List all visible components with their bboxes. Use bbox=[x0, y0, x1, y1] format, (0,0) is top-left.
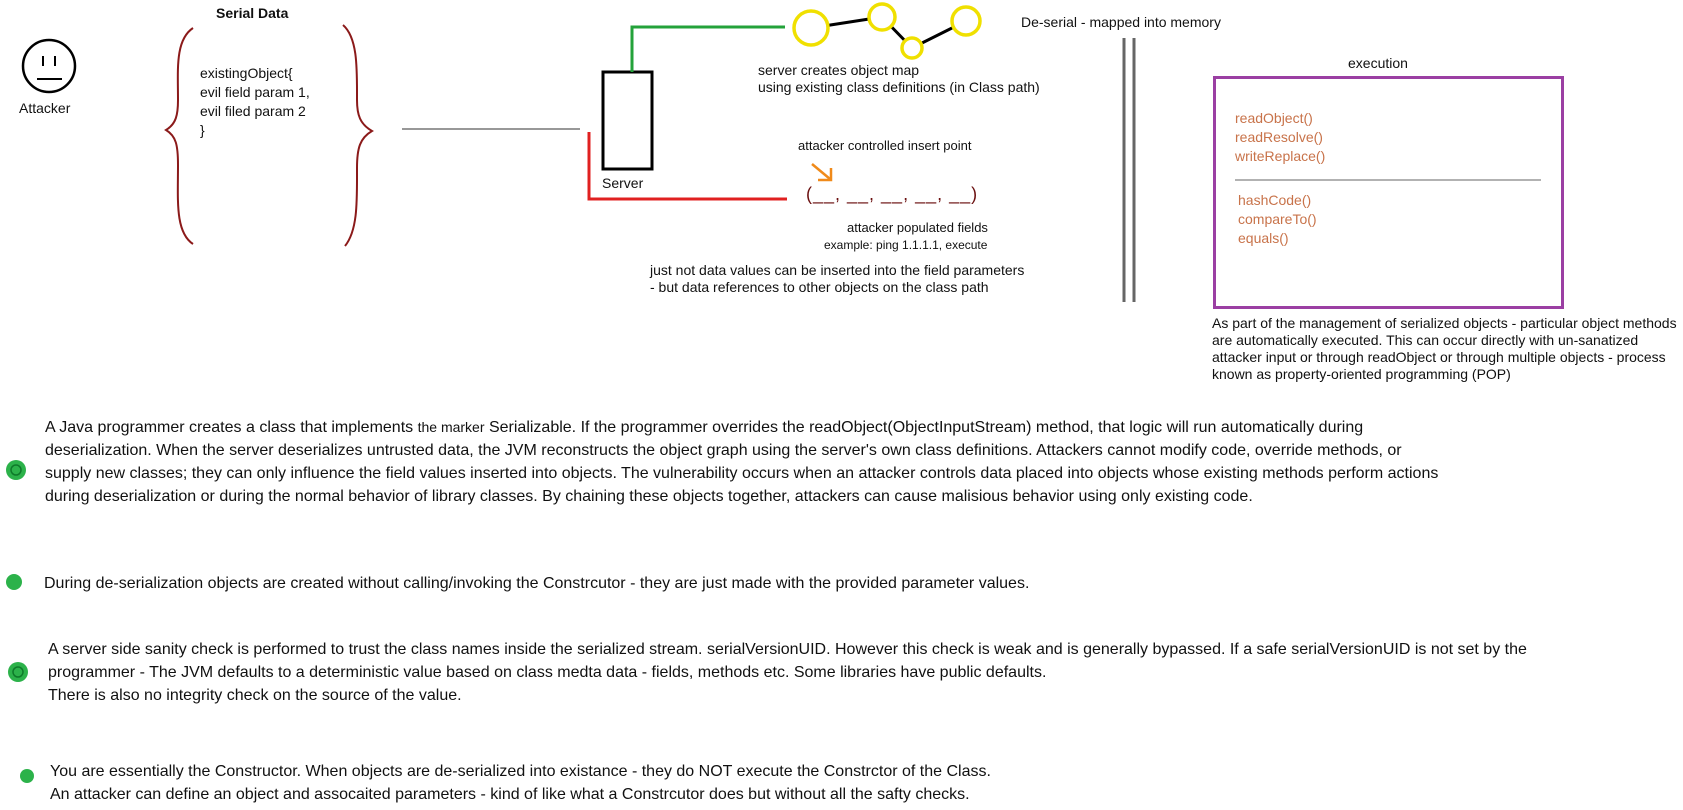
object-map-graph-icon bbox=[794, 4, 980, 58]
serial-line: evil filed param 2 bbox=[200, 103, 306, 119]
paragraph-4-line2: An attacker can define an object and assocaited parameters - kind of like what a Constrcutor does but without all the safty checks. bbox=[50, 786, 970, 803]
insert-point-label: attacker controlled insert point bbox=[798, 138, 972, 153]
attacker-face-icon bbox=[23, 40, 75, 92]
methods-bottom bbox=[1238, 191, 1317, 248]
serial-line: evil field param 1, bbox=[200, 84, 310, 100]
server-label: Server bbox=[602, 175, 644, 191]
attacker-label: Attacker bbox=[19, 100, 71, 116]
serial-data-title: Serial Data bbox=[216, 5, 289, 21]
populated-label: attacker populated fields bbox=[847, 220, 988, 235]
method-item: readResolve() bbox=[1235, 129, 1323, 145]
paragraph-3-text: A server side sanity check is performed to trust the class names inside the serialized stream. serialVersionUID. However this check is weak and is generally bypassed. If a safe serialVersionUID is not set by the programmer - The JVM defaults to a deterministic value based on class medta data - fields, methods etc. Some libraries have public defaults. bbox=[48, 641, 1527, 681]
populated-example: example: ping 1.1.1.1, execute bbox=[824, 238, 988, 252]
paragraph-2 bbox=[44, 572, 1464, 595]
data-refs-note: just not data values can be inserted into the field parameters - but data references to other objects on the class path bbox=[650, 262, 1025, 296]
serial-line: existingObject{ bbox=[200, 65, 293, 81]
orange-arrow-icon bbox=[812, 164, 831, 180]
paragraph-3 bbox=[48, 638, 1548, 707]
object-map-caption-line: using existing class definitions (in Class path) bbox=[758, 79, 1040, 96]
bullet-icon bbox=[20, 769, 34, 783]
deserial-label: De-serial - mapped into memory bbox=[1021, 14, 1221, 30]
left-brace bbox=[166, 28, 193, 244]
bullet-icon bbox=[6, 460, 26, 480]
paragraph-3-line2: There is also no integrity check on the source of the value. bbox=[48, 687, 462, 704]
method-item: writeReplace() bbox=[1235, 148, 1326, 164]
method-item: readObject() bbox=[1235, 110, 1313, 126]
object-map-caption-line: server creates object map bbox=[758, 62, 920, 78]
methods-top bbox=[1235, 109, 1325, 166]
paragraph-1-small: the marker bbox=[417, 419, 485, 435]
paragraph-1-text: A Java programmer creates a class that implements bbox=[45, 419, 418, 436]
paragraph-4 bbox=[50, 760, 1550, 806]
paragraph-2-text: During de-serialization objects are created without calling/invoking the Constrcutor - they are just made with the provided parameter values. bbox=[44, 575, 1030, 592]
serial-data-block bbox=[200, 64, 310, 140]
bullet-icon bbox=[8, 662, 28, 682]
method-item: equals() bbox=[1238, 230, 1289, 246]
method-item: hashCode() bbox=[1238, 192, 1312, 208]
server-box bbox=[603, 72, 652, 169]
fields-placeholder: (__, __, __, __, __) bbox=[806, 184, 979, 204]
execution-title: execution bbox=[1348, 55, 1408, 71]
right-brace bbox=[343, 25, 372, 246]
paragraph-1 bbox=[45, 416, 1445, 508]
paragraph-4-text: You are essentially the Constructor. When objects are de-serialized into existance - they do NOT execute the Constrctor of the Class. bbox=[50, 763, 991, 780]
method-item: compareTo() bbox=[1238, 211, 1317, 227]
object-map-caption bbox=[758, 62, 1040, 96]
execution-note: As part of the management of serialized objects - particular object methods are automatically executed. This can occur directly with un-sanatized attacker input or through readObject or through multiple objects - process known as property-oriented programming (POP) bbox=[1212, 315, 1677, 383]
serial-line: } bbox=[200, 122, 205, 138]
paragraph-1-rest: Serializable. If the programmer overrides the readObject(ObjectInputStream) method, that logic will run automatically during deserialization. When the server deserializes untrusted data, the JVM reconstructs the object graph using the server's own class definitions. Attackers cannot modify code, override methods, or supply new classes; they can only influence the field values inserted into objects. The vulnerability occurs when an attacker controls data placed into objects whose existing methods perform actions during deserialization or during the normal behavior of library classes. By chaining these objects together, attackers can cause malisious behavior using only existing code. bbox=[45, 419, 1439, 505]
bullet-icon bbox=[6, 574, 22, 590]
